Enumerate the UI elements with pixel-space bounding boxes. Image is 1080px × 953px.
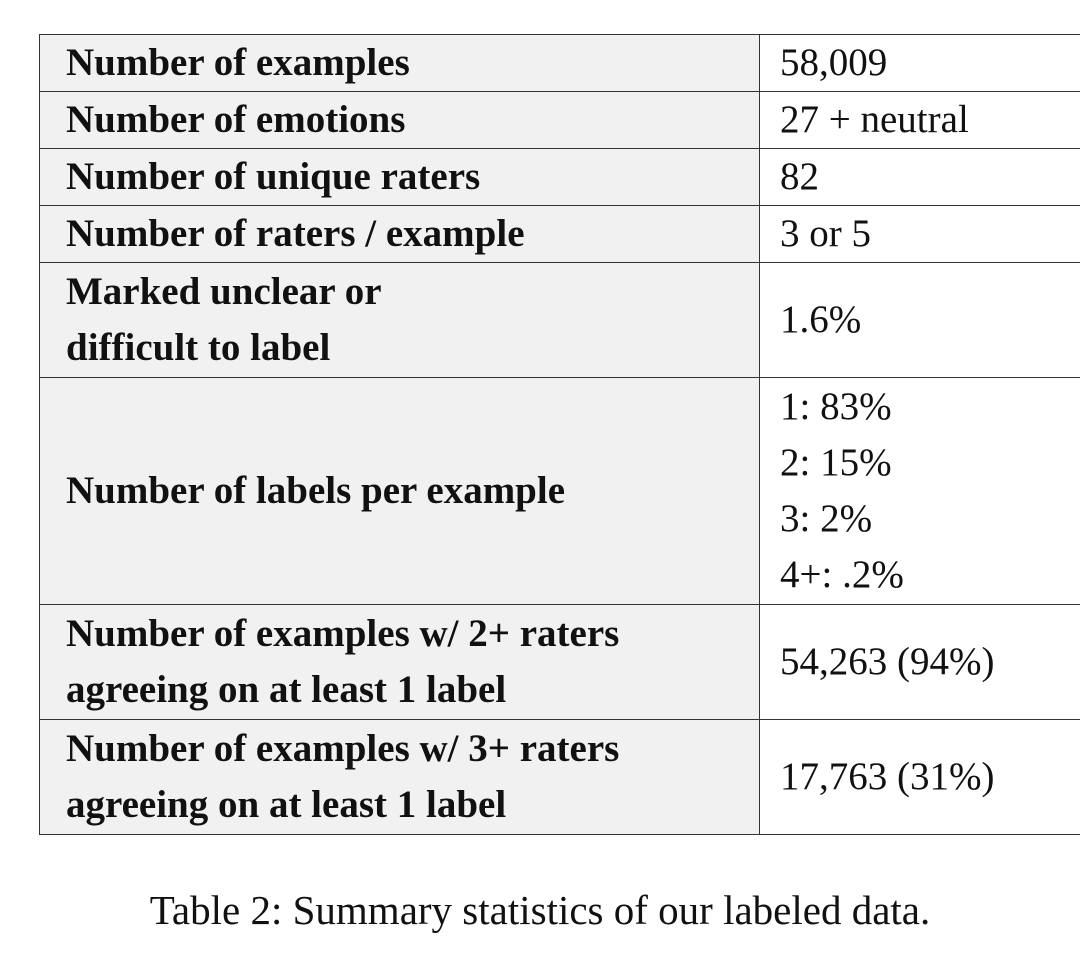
row-value: 17,763 (31%): [760, 720, 1080, 835]
row-label: Number of raters / example: [40, 206, 760, 263]
table-row: [40, 35, 1080, 92]
row-label-line: Number of examples w/ 2+ raters: [66, 612, 620, 655]
row-label-line: difficult to label: [66, 326, 331, 369]
table-row: [40, 206, 1080, 263]
summary-statistics-table: [39, 34, 1080, 835]
row-label: [40, 263, 760, 378]
row-label: [40, 605, 760, 720]
table-row: [40, 605, 1080, 720]
table-row: [40, 149, 1080, 206]
row-value: 1.6%: [760, 263, 1080, 378]
row-label-line: agreeing on at least 1 label: [66, 668, 507, 711]
row-label-line: Number of examples w/ 3+ raters: [66, 727, 620, 770]
row-value: 27 + neutral: [760, 92, 1080, 149]
row-label: Number of labels per example: [40, 378, 760, 605]
row-label: Number of examples: [40, 35, 760, 92]
table-row: [40, 378, 1080, 605]
row-value: [760, 378, 1080, 605]
row-label: [40, 720, 760, 835]
row-value-line: 2: 15%: [780, 441, 892, 484]
row-value-line: 1: 83%: [780, 385, 892, 428]
row-value-line: 3: 2%: [780, 497, 873, 540]
summary-table-container: [39, 34, 1034, 835]
table-row: [40, 720, 1080, 835]
table-row: [40, 263, 1080, 378]
row-value: 3 or 5: [760, 206, 1080, 263]
row-value: 54,263 (94%): [760, 605, 1080, 720]
table-row: [40, 92, 1080, 149]
row-value: 82: [760, 149, 1080, 206]
row-value-line: 4+: .2%: [780, 553, 904, 596]
table-caption: Table 2: Summary statistics of our labeled data.: [149, 887, 931, 933]
row-label: Number of emotions: [40, 92, 760, 149]
row-label: Number of unique raters: [40, 149, 760, 206]
row-value: 58,009: [760, 35, 1080, 92]
row-label-line: agreeing on at least 1 label: [66, 783, 507, 826]
row-label-line: Marked unclear or: [66, 270, 382, 313]
